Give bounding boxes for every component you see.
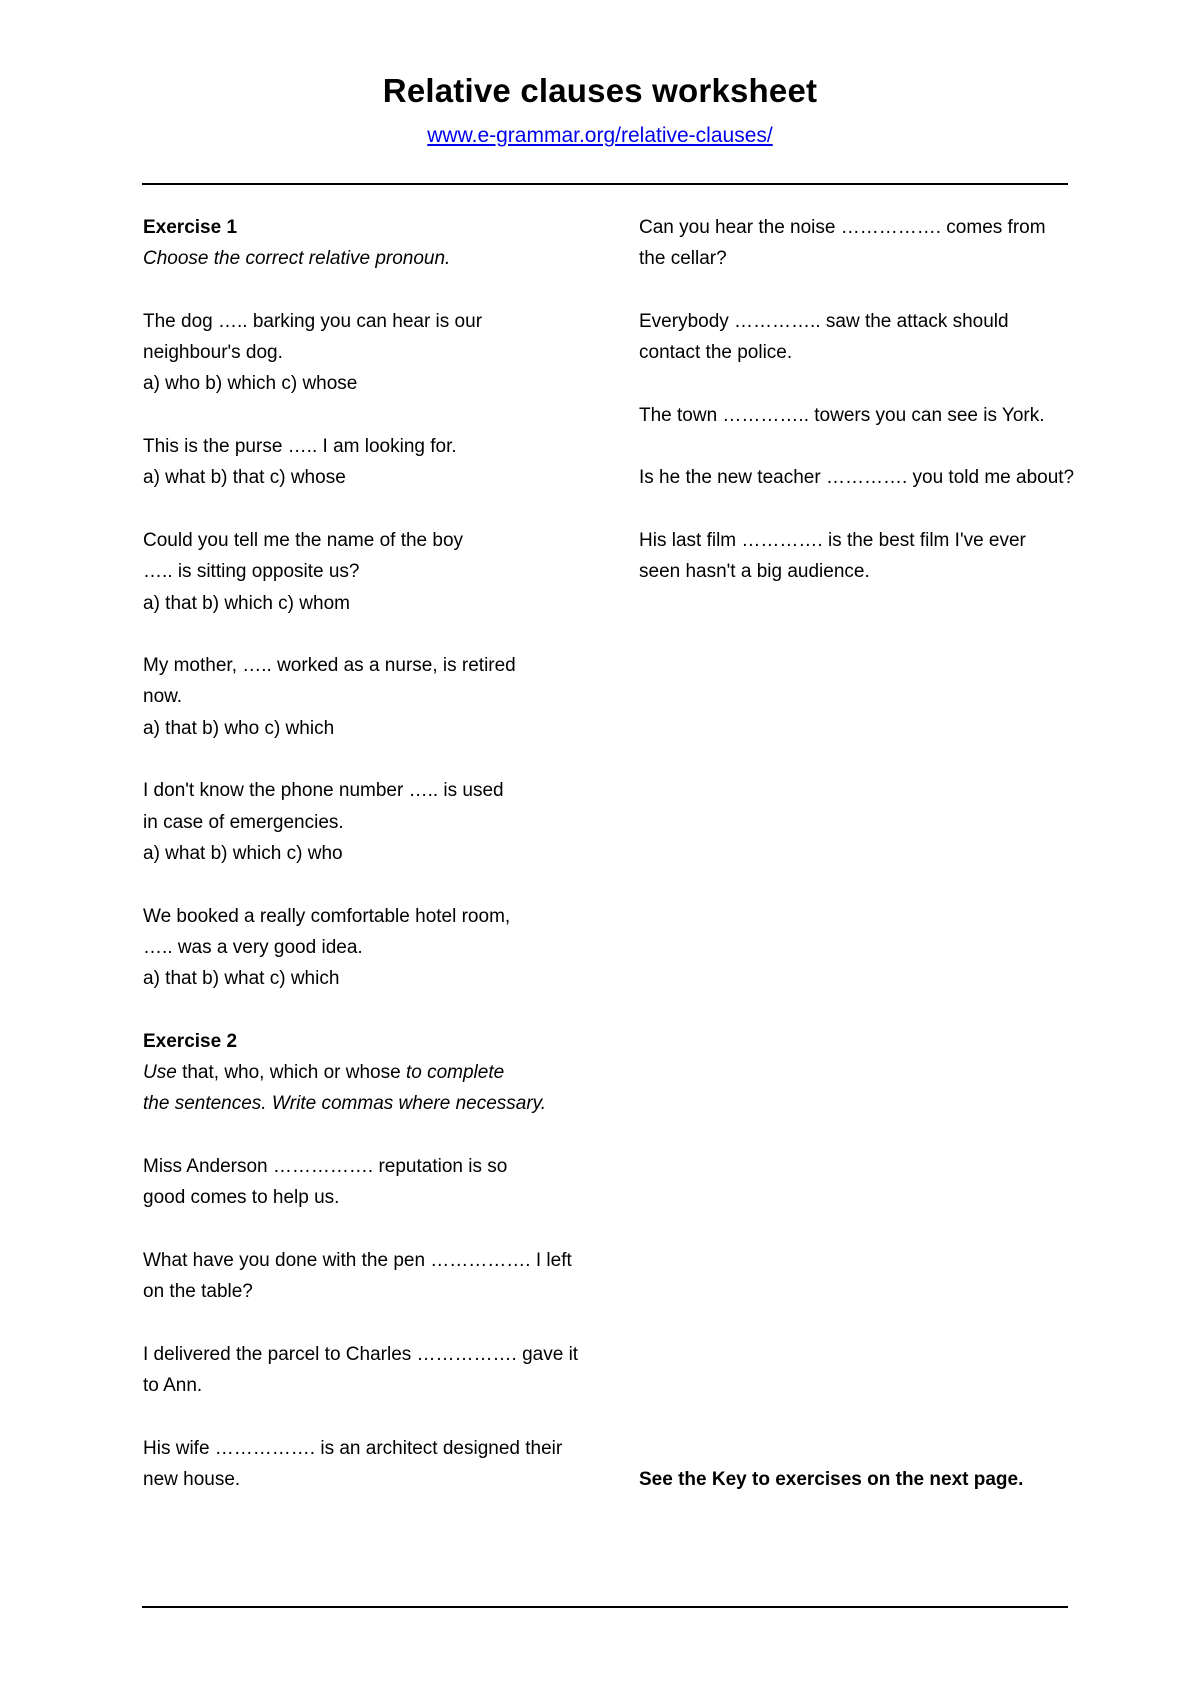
right-column: [639, 212, 1109, 588]
sentence-text: Everybody ………….. saw the attack should: [639, 310, 1009, 332]
sentence-text: What have you done with the pen ……………. I left: [143, 1249, 572, 1271]
exercise1-heading: Exercise 1: [143, 217, 238, 238]
instruction-part: Use: [143, 1062, 177, 1084]
question-text: Could you tell me the name of the boy: [143, 529, 464, 551]
instruction-pronouns: that, who, which or whose: [176, 1062, 406, 1084]
bottom-divider: [142, 1606, 1068, 1608]
sentence-text: The town ………….. towers you can see is York.: [639, 404, 1045, 426]
question-text: ….. was a very good idea.: [143, 936, 363, 958]
answer-options: a) what b) that c) whose: [143, 467, 346, 489]
question-text: The dog ….. barking you can hear is our: [143, 310, 483, 332]
sentence-text: the cellar?: [639, 248, 727, 270]
exercise2-instruction-line2: the sentences. Write commas where necessary.: [143, 1093, 547, 1115]
exercise2-sentence-9: [639, 525, 1109, 588]
sentence-text: Miss Anderson ……………. reputation is so: [143, 1155, 508, 1177]
exercise2-heading: Exercise 2: [143, 1030, 238, 1052]
exercise2-sentence-7: [639, 400, 1109, 431]
question-text: now.: [143, 686, 183, 708]
sentence-text: good comes to help us.: [143, 1187, 340, 1209]
exercise2-instruction: [143, 1057, 613, 1088]
exercise1-question-1: [143, 306, 613, 400]
sentence-text: Can you hear the noise ……………. comes from: [639, 217, 1046, 238]
exercise1-question-2: [143, 431, 613, 494]
exercise2-sentence-5: [639, 212, 1109, 275]
exercise2-sentence-1: [143, 1151, 613, 1214]
question-text: in case of emergencies.: [143, 811, 344, 833]
exercise2-sentence-4: [143, 1433, 613, 1496]
sentence-text: His last film …………. is the best film I've ever: [639, 529, 1026, 551]
answer-options: a) who b) which c) whose: [143, 373, 358, 395]
exercise1-question-5: [143, 775, 613, 869]
exercise1-question-3: [143, 525, 613, 619]
left-column: [143, 212, 613, 1495]
exercise2-sentence-6: [639, 306, 1109, 369]
sentence-text: Is he the new teacher …………. you told me about?: [639, 467, 1075, 489]
exercise1-question-4: [143, 650, 613, 744]
exercise2-sentence-8: [639, 462, 1109, 493]
answer-options: a) that b) who c) which: [143, 717, 335, 739]
sentence-text: His wife ……………. is an architect designed their: [143, 1437, 563, 1459]
sentence-text: contact the police.: [639, 342, 793, 364]
sentence-text: new house.: [143, 1468, 241, 1490]
answer-options: a) that b) which c) whom: [143, 592, 350, 614]
question-text: This is the purse ….. I am looking for.: [143, 436, 457, 458]
question-text: ….. is sitting opposite us?: [143, 561, 360, 583]
sentence-text: to Ann.: [143, 1374, 203, 1396]
exercise1-question-6: [143, 901, 613, 995]
answer-key-note: See the Key to exercises on the next page.: [639, 1469, 1024, 1490]
question-text: I don't know the phone number ….. is used: [143, 780, 504, 802]
sentence-text: on the table?: [143, 1281, 253, 1303]
exercise2-header: [143, 1026, 613, 1120]
sentence-text: seen hasn't a big audience.: [639, 561, 870, 583]
question-text: neighbour's dog.: [143, 342, 283, 364]
exercise2-sentence-2: [143, 1245, 613, 1308]
page-title: Relative clauses worksheet: [382, 72, 818, 109]
question-text: My mother, ….. worked as a nurse, is retired: [143, 655, 516, 677]
top-divider: [142, 183, 1068, 185]
answer-options: a) what b) which c) who: [143, 842, 343, 864]
exercise2-sentence-3: [143, 1339, 613, 1402]
sentence-text: I delivered the parcel to Charles ……………. gave it: [143, 1343, 579, 1365]
source-link[interactable]: www.e-grammar.org/relative-clauses/: [427, 124, 773, 147]
instruction-part: to complete: [405, 1062, 505, 1084]
exercise1-instruction: Choose the correct relative pronoun.: [143, 248, 451, 270]
question-text: We booked a really comfortable hotel room,: [143, 905, 511, 927]
answer-options: a) that b) what c) which: [143, 968, 340, 990]
